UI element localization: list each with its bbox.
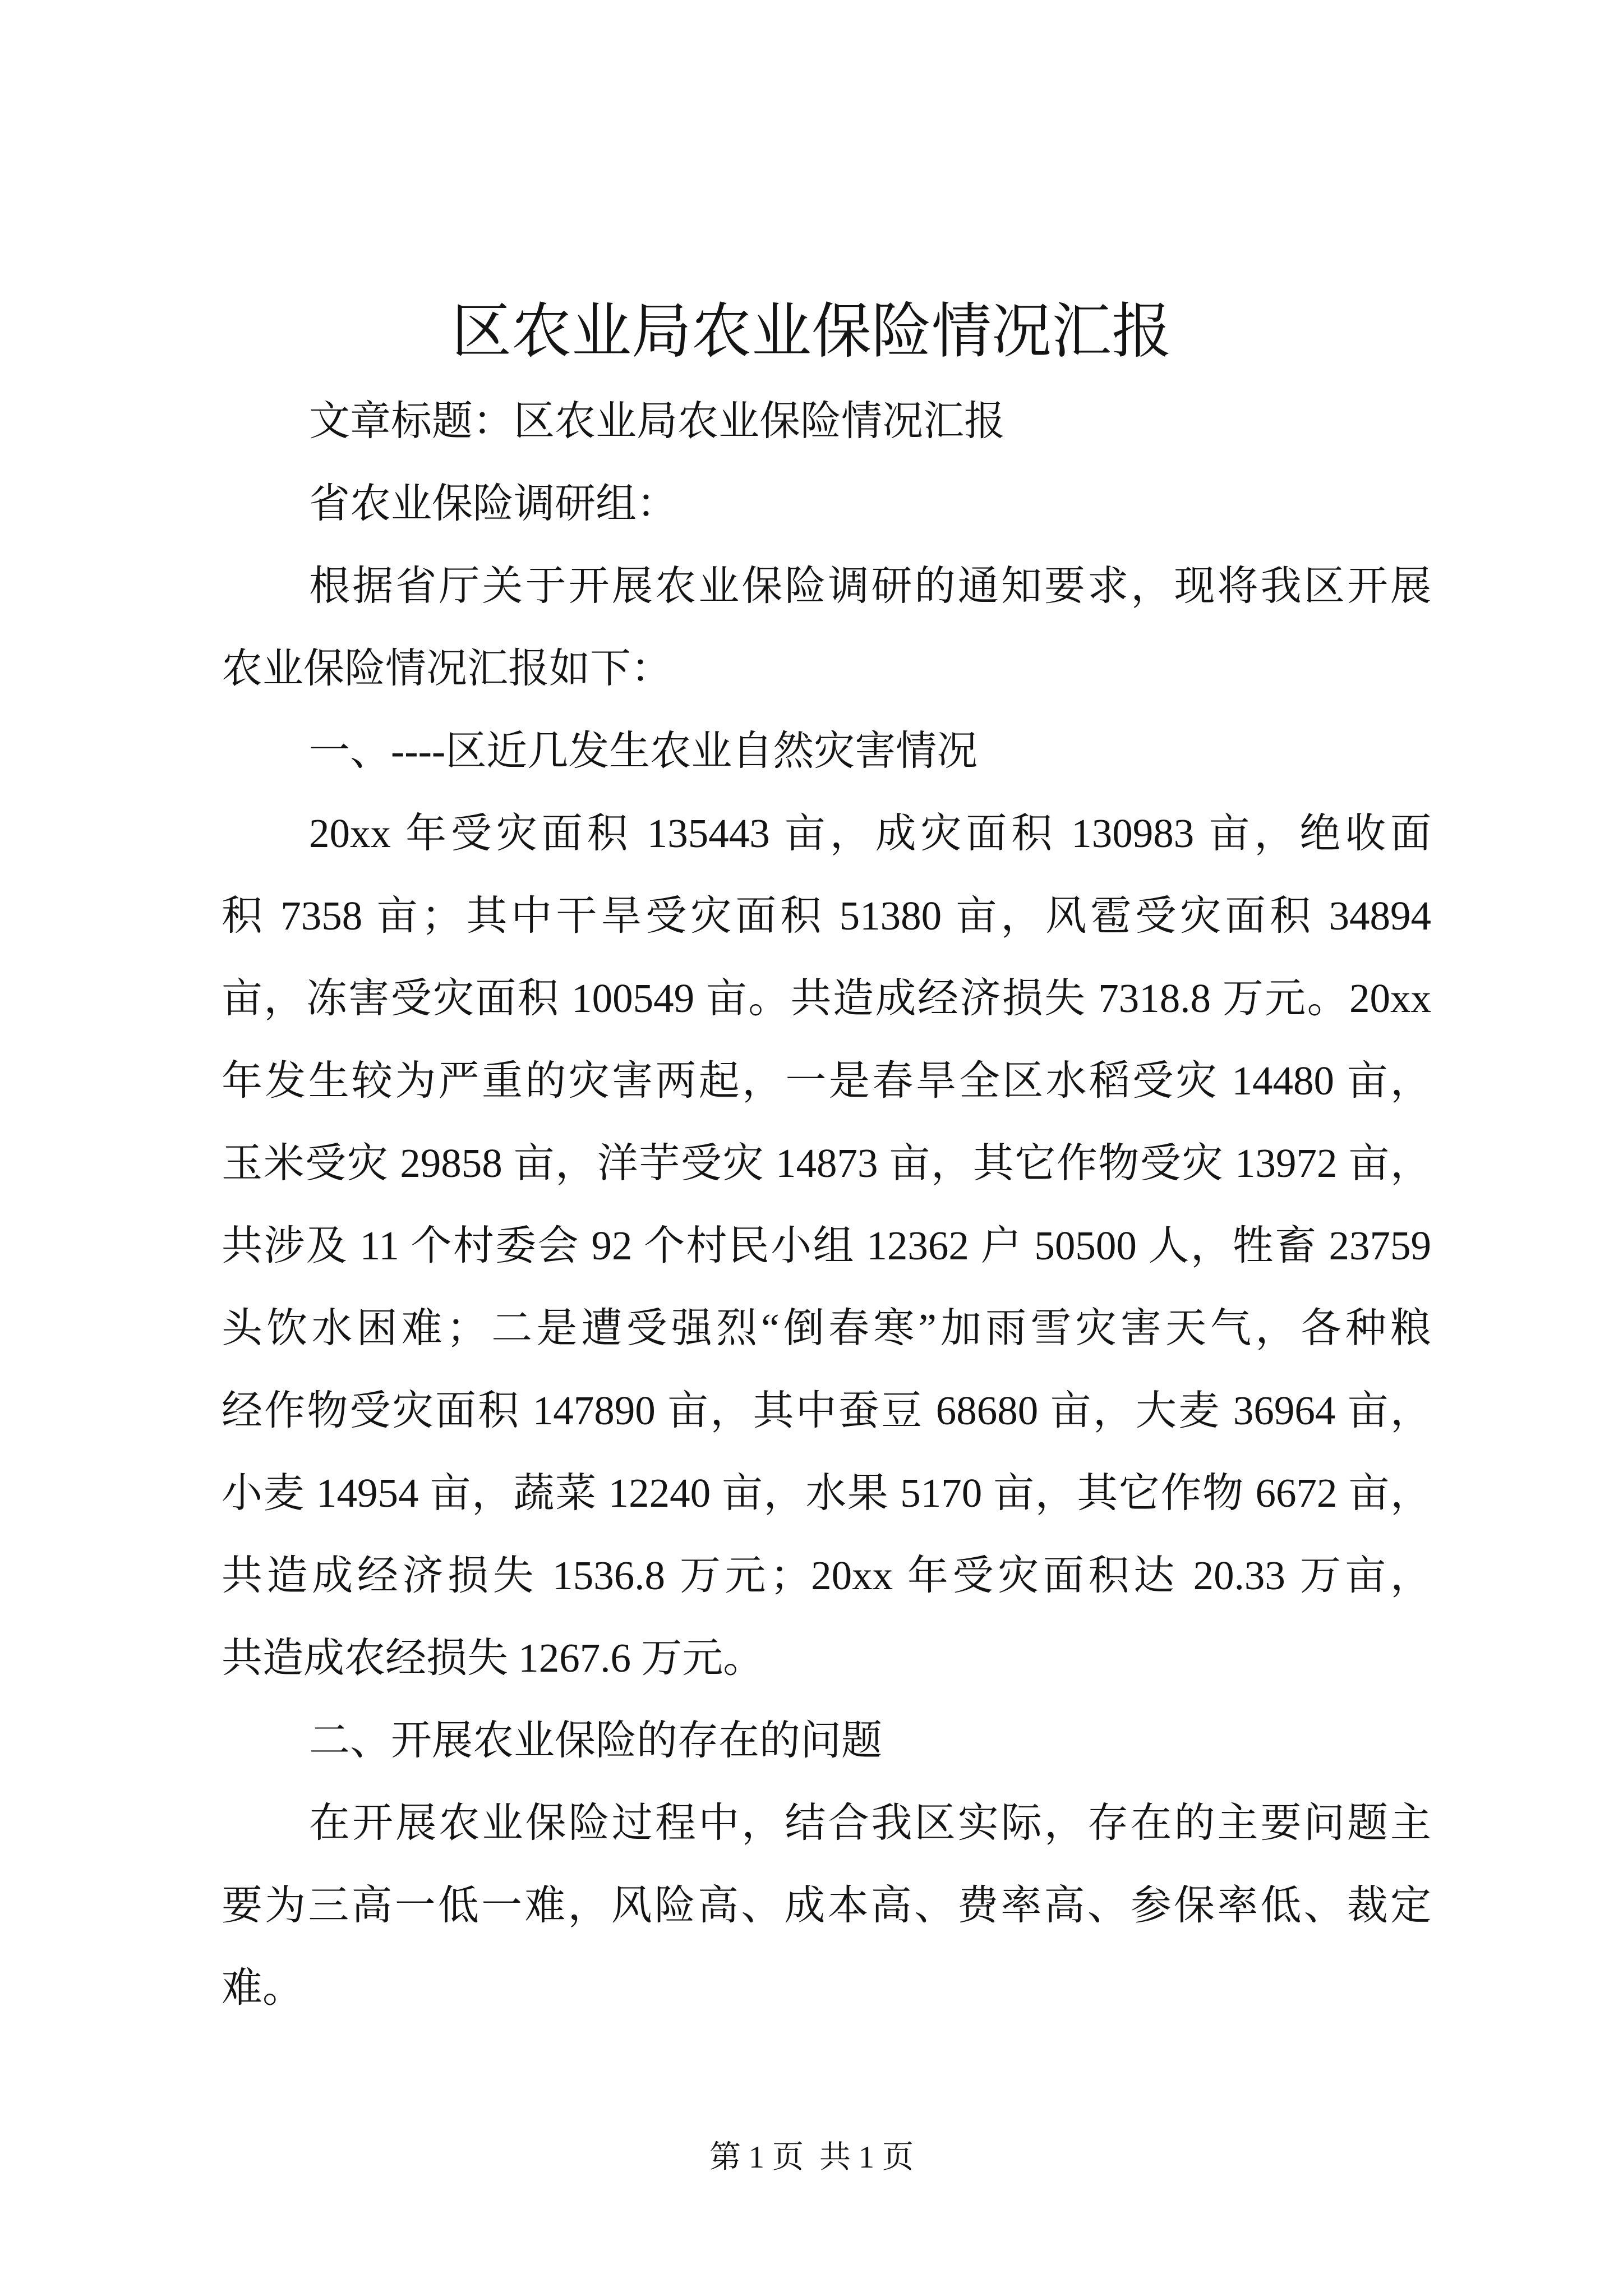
paragraph-line: 年发生较为严重的灾害两起，一是春旱全区水稻受灾 14480 亩， — [222, 1058, 1431, 1103]
paragraph-article-title — [222, 380, 1431, 462]
paragraph-line: 要为三高一低一难，风险高、成本高、费率高、参保率低、裁定 — [222, 1883, 1431, 1928]
section-heading-line: 一、----区近几发生农业自然灾害情况 — [309, 728, 978, 774]
paragraph-line: 共造成农经损失 1267.6 万元。 — [222, 1635, 764, 1681]
paragraph-salutation — [222, 462, 1431, 545]
paragraph-line: 在开展农业保险过程中，结合我区实际，存在的主要问题主 — [309, 1800, 1431, 1846]
paragraph-intro — [222, 545, 1431, 710]
paragraph-problems — [222, 1782, 1431, 2029]
paragraph-line: 头饮水困难；二是遭受强烈“倒春寒”加雨雪灾害天气，各种粮 — [222, 1305, 1431, 1351]
paragraph-line: 共涉及 11 个村委会 92 个村民小组 12362 户 50500 人，牲畜 23759 — [222, 1223, 1431, 1268]
paragraph-line: 省农业保险调研组： — [309, 481, 677, 526]
section-heading-1 — [222, 710, 1431, 792]
paragraph-line: 20xx 年受灾面积 135443 亩，成灾面积 130983 亩，绝收面 — [309, 811, 1431, 856]
paragraph-line: 经作物受灾面积 147890 亩，其中蚕豆 68680 亩，大麦 36964 亩， — [222, 1388, 1431, 1433]
page-title: 区农业局农业保险情况汇报 — [451, 299, 1172, 365]
paragraph-line: 根据省厅关于开展农业保险调研的通知要求，现将我区开展 — [309, 563, 1431, 609]
paragraph-line: 文章标题：区农业局农业保险情况汇报 — [309, 398, 1005, 444]
paragraph-line: 玉米受灾 29858 亩，洋芋受灾 14873 亩，其它作物受灾 13972 亩， — [222, 1140, 1431, 1186]
paragraph-line: 农业保险情况汇报如下： — [222, 646, 672, 691]
paragraph-line: 小麦 14954 亩，蔬菜 12240 亩，水果 5170 亩，其它作物 6672 亩， — [222, 1470, 1431, 1516]
paragraph-line: 亩，冻害受灾面积 100549 亩。共造成经济损失 7318.8 万元。20xx — [222, 976, 1431, 1021]
paragraph-disaster-details — [222, 792, 1431, 1699]
document-body — [222, 380, 1431, 2029]
section-heading-line: 二、开展农业保险的存在的问题 — [309, 1718, 882, 1763]
section-heading-2 — [222, 1699, 1431, 1782]
paragraph-line: 积 7358 亩；其中干旱受灾面积 51380 亩，风雹受灾面积 34894 — [222, 893, 1431, 938]
paragraph-line: 共造成经济损失 1536.8 万元；20xx 年受灾面积达 20.33 万亩， — [222, 1553, 1431, 1598]
paragraph-line: 难。 — [222, 1965, 303, 2010]
page-number-footer: 第 1 页 共 1 页 — [709, 2140, 914, 2175]
